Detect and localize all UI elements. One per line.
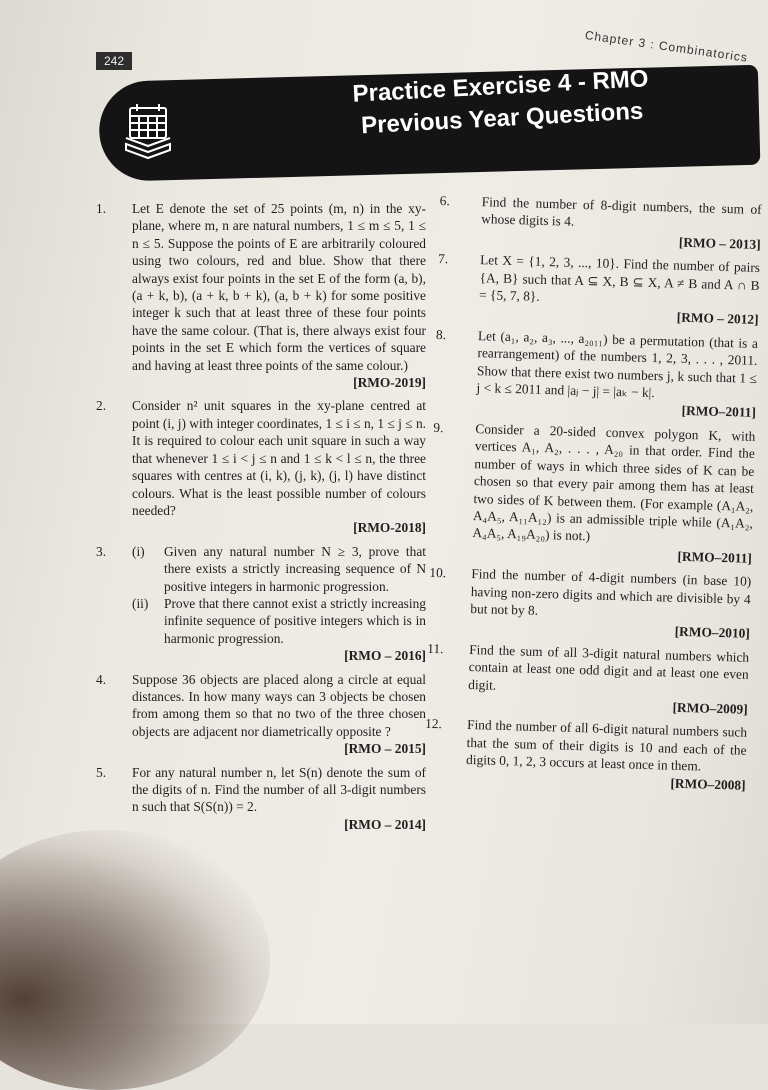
question-text: Find the number of 8-digit numbers, the sum of whose digits is 4. bbox=[481, 194, 762, 230]
question-number: 12. bbox=[424, 716, 443, 732]
question-11 bbox=[426, 640, 750, 719]
question-number: 9. bbox=[433, 419, 444, 436]
question-text: Let E denote the set of 25 points (m, n) in the xy-plane, where m, n are natural numbers, 1 ≤ m ≤ 5, 1 ≤ n ≤ 5. Suppose the points of E are arbitrarily coloured using two colours, red and blue. Show that there always exist four points in the set E of the form (a, b), (a + k, b), (a + k, b + k), (a, b + k) for some positive integer k such that at least three of these four points have the same colour. (That is, there always exist four points in the set E which form the vertices of square and having at least three points of the same colour.) bbox=[132, 201, 426, 373]
question-source: [RMO-2019] bbox=[353, 375, 426, 391]
question-10 bbox=[428, 564, 752, 643]
question-text: Let X = {1, 2, 3, ..., 10}. Find the number of pairs {A, B} such that A ⊆ X, B ⊆ X, A ≠ B and A ∩ B = {5, 7, 8}. bbox=[478, 252, 761, 304]
question-text: Find the sum of all 3-digit natural numbers which contain at least one odd digit and at least one even digit. bbox=[468, 641, 750, 693]
finger-shadow bbox=[0, 830, 270, 1090]
question-source: [RMO–2011] bbox=[677, 548, 753, 566]
question-part-1 bbox=[132, 543, 426, 595]
question-source: [RMO–2008] bbox=[670, 775, 746, 793]
question-number: 8. bbox=[435, 326, 447, 343]
question-text: Suppose 36 objects are placed along a circle at equal distances. In how many ways can 3 objects be chosen from among them so that no two of the three chosen objects are adjacent nor diametrically opposite ? bbox=[132, 671, 426, 739]
question-text: Find the number of all 6-digit natural numbers such that the sum of their digits is 10 and each of the digits 0, 1, 2, 3 occurs at least once in them. bbox=[465, 717, 748, 774]
question-number: 4. bbox=[96, 671, 107, 687]
part-label: (ii) bbox=[132, 595, 149, 611]
question-text: Let (a₁, a₂, a₃, ..., a₂₀₁₁) be a permutation (that is a rearrangement) of the numbers 1, 2, 3, . . . , 2011. Show that there exist two numbers j, k such that 1 ≤ j < k ≤ 2011 and |aⱼ − j| = |aₖ − k|. bbox=[476, 327, 759, 401]
question-text: Find the number of 4-digit numbers (in base 10) having non-zero digits and which are divisible by 4 but not by 8. bbox=[470, 566, 752, 618]
question-1 bbox=[96, 200, 426, 391]
question-source: [RMO – 2015] bbox=[344, 741, 426, 757]
question-source: [RMO – 2014] bbox=[344, 816, 426, 832]
question-source: [RMO-2018] bbox=[353, 520, 426, 536]
part-text: Given any natural number N ≥ 3, prove that there exists a strictly increasing sequence of N positive integers in harmonic progression. bbox=[164, 543, 426, 594]
question-number: 2. bbox=[96, 398, 107, 414]
question-number: 10. bbox=[429, 564, 447, 581]
question-source: [RMO – 2013] bbox=[678, 234, 761, 252]
question-number: 11. bbox=[427, 640, 444, 657]
question-12 bbox=[423, 715, 747, 794]
question-number: 7. bbox=[437, 251, 449, 267]
question-8 bbox=[434, 326, 758, 422]
question-text: Consider a 20-sided convex polygon K, with vertices A₁, A₂, . . . , A₂₀ in that order. Find the number of ways in which three sides of K can be chosen so that every pair among them has at least two sides of K between them. (For example (A₁A₂, A₄A₅, A₁₁A₁₂) is an admissible triple while (A₁A₂, A₄A₅, A₁₉A₂₀) is not.) bbox=[472, 420, 756, 544]
page-number: 242 bbox=[96, 52, 132, 70]
question-number: 5. bbox=[96, 764, 107, 780]
part-label: (i) bbox=[132, 543, 145, 559]
question-source: [RMO–2011] bbox=[681, 403, 757, 421]
calendar-book-icon bbox=[108, 92, 188, 172]
title-line-1: Practice Exercise 4 - RMO bbox=[351, 65, 650, 108]
title-line-2: Previous Year Questions bbox=[360, 97, 644, 140]
question-source: [RMO – 2016] bbox=[344, 648, 426, 664]
chapter-header: Chapter 3 : Combinatorics bbox=[584, 28, 749, 65]
question-text: For any natural number n, let S(n) denote the sum of the digits of n. Find the number of all 3-digit numbers n such that S(S(n)) = 2. bbox=[132, 764, 426, 815]
question-3 bbox=[96, 543, 426, 665]
question-number: 3. bbox=[96, 543, 107, 559]
question-6 bbox=[439, 192, 762, 253]
question-number: 6. bbox=[439, 192, 451, 209]
question-source: [RMO–2010] bbox=[674, 624, 750, 642]
question-source: [RMO – 2012] bbox=[676, 310, 759, 328]
question-text: Consider n² unit squares in the xy-plane centred at point (i, j) with integer coordinates, 1 ≤ i ≤ n, 1 ≤ j ≤ n. It is required to colour each unit square in such a way that whenever 1 ≤ i < j ≤ n and 1 ≤ k < l ≤ n, the three squares with centres at (i, k), (j, k), (j, l) have distinct colours. What is the least possible number of colours needed? bbox=[132, 398, 426, 518]
question-4 bbox=[96, 671, 426, 758]
question-7 bbox=[436, 250, 760, 329]
icon-badge bbox=[108, 92, 188, 172]
part-text: Prove that there cannot exist a strictly increasing infinite sequence of positive integers which is in harmonic progression. bbox=[164, 595, 426, 646]
question-source: [RMO–2009] bbox=[672, 699, 748, 717]
question-9 bbox=[430, 419, 756, 567]
right-column bbox=[423, 192, 762, 800]
left-column bbox=[96, 200, 426, 839]
question-5 bbox=[96, 764, 426, 834]
question-2 bbox=[96, 397, 426, 536]
question-part-2 bbox=[132, 595, 426, 647]
question-number: 1. bbox=[96, 201, 107, 216]
